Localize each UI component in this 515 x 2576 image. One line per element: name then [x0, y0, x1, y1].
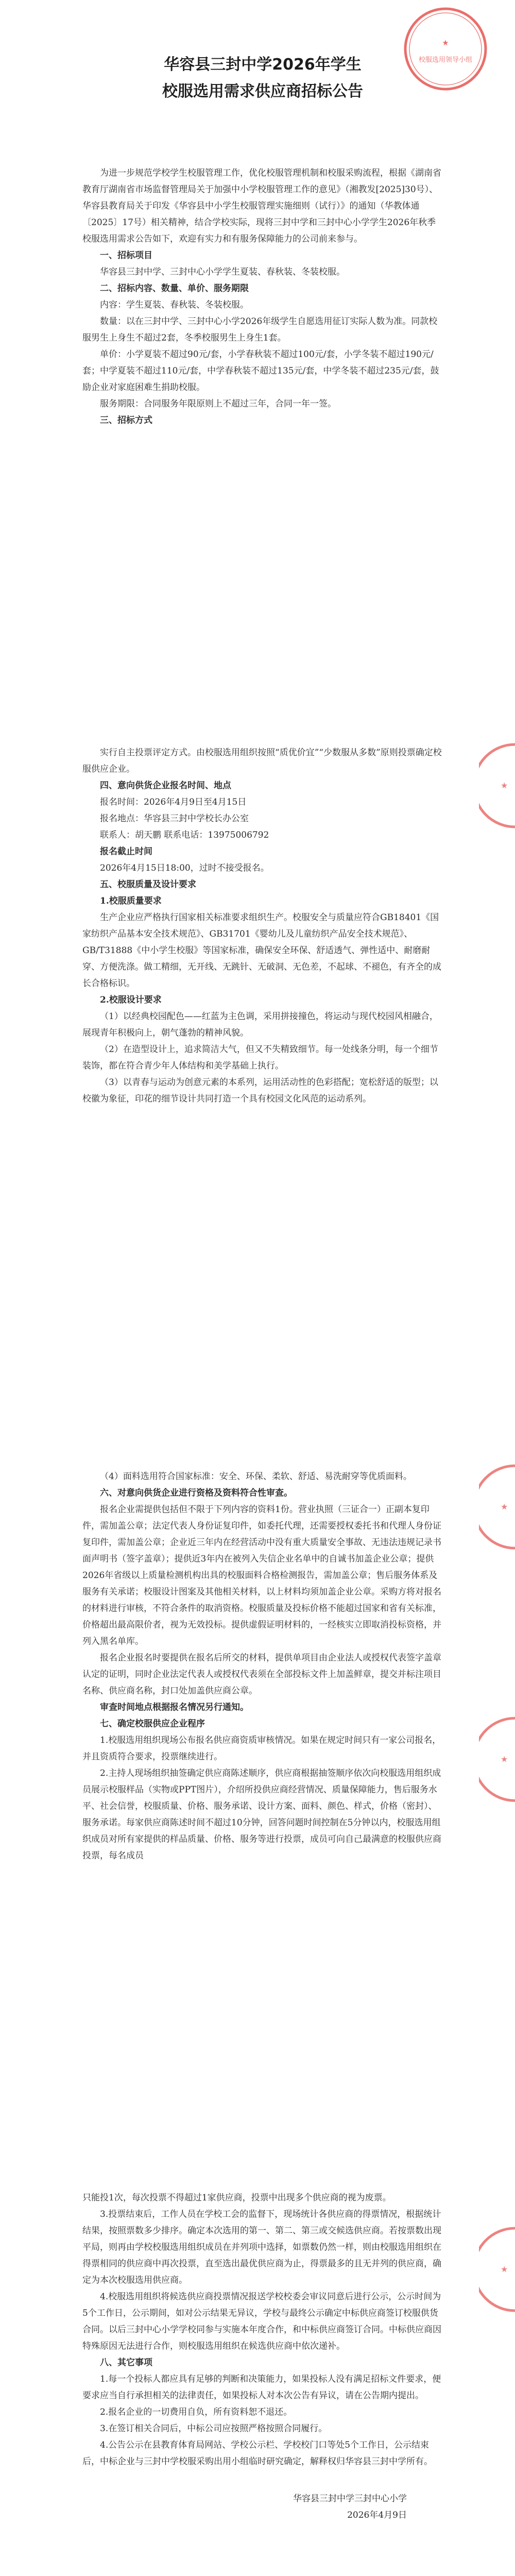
other-item-1: 1.每一个投标人都应具有足够的判断和决策能力，如果投标人没有满足招标文件要求，便要求应当自行承担相关的法律责任，如果投标人对本次公告有异议，请在公告期内提出。 [82, 2374, 441, 2401]
qualification-body: 报名企业需提供包括但不限于下列内容的资料1份。营业执照（三证合一）正副本复印件，需加盖公章；法定代表人身份证复印件，如委托代理，还需要授权委托书和代理人身份证复印件，需加盖公章；企业近三年内在经营活动中没有重大质量安全事故、无违法违规记录书面声明书（签字盖章）；提供近3年内在被列入失信企业名单中的自诚书加盖企业公章；提供2026年省级以上质量检测机构出具的校服面料合格检测报告，需加盖公章；售后服务体系及服务有关承诺；校服设计图案及其他相关材料，以上材料均须加盖企业公章。采购方将对报名的材料进行审核，不符合条件的取消资格。校服质量及投标价格不能超过国家和省有关标准，价格超出最高限价者，视为无效投标。提供虚假证明材料的，一经核实立即取消投标资格，并列入黑名单库。 [82, 1504, 441, 1647]
section-review [82, 1468, 443, 1864]
heading-procedure: 七、确定校服供应企业程序 [100, 1719, 205, 1729]
svg-text:★: ★ [501, 2264, 508, 2274]
svg-text:★: ★ [442, 38, 449, 47]
section-intro [82, 165, 443, 429]
svg-text:★: ★ [501, 781, 508, 790]
procedure-step-3: 3.投票结束后，工作人员在学校工会的监督下，现场统计各供应商的得票情况，根据统计结果，按照票数多少排序。确定本次选用的第一、第二、第三或交候选供应商。若按票数出现平局，则再由学校校服选用组织成员在并列项中选择，如票数仍然一样，则由校服选用组织在得票相同的供应商中再次投票，直至选出最优供应商为止，得票最多的且无并列的供应商，确定为本次校服选用供应商。 [82, 2209, 441, 2285]
other-item-3: 3.在签订相关合同后，中标公司应按照严格按照合同履行。 [100, 2424, 328, 2434]
design-item-3: （3）以青春与运动为创意元素的本系列，运用活动性的色彩搭配；宽松舒适的版型；以校徽为象征，印花的细节设计共同打造一个具有校园文化风范的运动系列。 [82, 1077, 438, 1104]
deadline-value: 2026年4月15日18:00，过时不接受报名。 [100, 863, 269, 873]
official-seal-right-3 [479, 1716, 515, 1803]
quality-body: 生产企业应严格执行国家相关标准要求组织生产。校服安全与质量应符合GB18401《国家纺织产品基本安全技术规范》、GB31701《婴幼儿及儿童纺织产品安全技术规范》、GB/T31888《中小学生校服》等国家标准，确保安全环保、舒适透气、弹性适中、耐磨耐穿、方便洗涤。做工精细，无开线、无跳针、无破洞、无色差，不起球、不褪色，有齐全的成长合格标识。 [82, 912, 441, 989]
procedure-step-2: 2.主持人现场组织抽签确定供应商陈述顺序，供应商根据抽签顺序依次向校服选用组织成员展示校服样品（实物或PPT图片），介绍所投供应商经营情况、质量保障能力，售后服务水平、社会信誉，校服质量、价格、服务承诺、设计方案、面料、颜色、样式，价格（密封）、服务承诺。每家供应商陈述时间不超过10分钟，回答问题时间控制在5分钟以内，校服选用组织成员对所有家提供的样品质量、价格、服务等进行投票，成员可向自己最满意的校服供应商投票，每名成员 [82, 1768, 441, 1861]
heading-registration: 四、意向供货企业报名时间、地点 [100, 781, 231, 791]
official-seal-right-2 [479, 1463, 515, 1551]
section-details [82, 744, 443, 1107]
title-line-2: 校服选用需求供应商招标公告 [162, 82, 363, 100]
signoff-date: 2026年4月9日 [347, 2510, 407, 2520]
title-line-1: 华容县三封中学2026年学生 [164, 56, 362, 74]
heading-project: 一、招标项目 [100, 250, 152, 261]
heading-content: 二、招标内容、数量、单价、服务期限 [100, 283, 249, 294]
other-item-4: 4.公告公示在县教育体育局网站、学校公示栏、学校校门口等处5个工作日，公示结束后，中标企业与三封中学校服采购出用小组临时研究确定，解释权归华容县三封中学所有。 [82, 2440, 433, 2467]
official-seal-right-4 [479, 2226, 515, 2313]
content-period: 服务期限：合同服务年限原则上不超过三年，合同一年一签。 [100, 399, 336, 409]
design-item-2: （2）在造型设计上，追求简洁大气，但又不失精致细节。每一处线条分明，每一个细节装饰，都在符合青少年人体结构和美学基础上执行。 [82, 1044, 438, 1071]
svg-text:★: ★ [501, 1754, 508, 1764]
review-notice: 审查时间地点根据报名情况另行通知。 [100, 1702, 249, 1713]
intro-paragraph: 为进一步规范学校学生校服管理工作，优化校服管理机制和校服采购流程，根据《湖南省教育厅湖南省市场监督管理局关于加强中小学校服管理工作的意见》（湘教发[2025]30号）、华容县教育局关于印发《华容县中小学生校服管理实施细则（试行）》的通知（华教体通〔2025〕17号）相关精神，结合学校实际，现将三封中学和三封中心小学学生2026年秋季校服选用需求公告如下，欢迎有实力和有服务保障能力的公司前来参与。 [82, 168, 441, 244]
contact-info: 联系人：胡天鹏 联系电话：13975006792 [100, 830, 269, 840]
procedure-step-2-cont: 只能投1次，每次投票不得超过1家供应商，投票中出现多个供应商的视为废票。 [82, 2193, 391, 2203]
method-body: 实行自主投票评定方式。由校服选用组织按照“质优价宜”“少数服从多数”原则投票确定校服供应企业。 [82, 748, 442, 774]
registration-time: 报名时间：2026年4月9日至4月15日 [100, 797, 247, 807]
svg-text:★: ★ [501, 1502, 508, 1512]
heading-quality-design: 五、校服质量及设计要求 [100, 879, 196, 890]
procedure-step-4: 4.校服选用组织将候选供应商投票情况报送学校校委会审议同意后进行公示，公示时间为5个工作日，公示期间，如对公示结果无异议，学校与最终公示确定中标供应商签订校服供货合同。以后三封中心小学学校同参与实施本年度合作，和中标供应商签订合同。中标供应商因特殊原因无法进行合作，则校服选用组织在候选供应商中依次递补。 [82, 2292, 441, 2351]
design-item-4: （4）面料选用符合国家标准：安全、环保、柔软、舒适、易洗耐穿等优质面料。 [100, 1471, 412, 1482]
qualification-note: 报名企业报名时要提供在报名后所交的材料，提供单项目由企业法人或授权代表签字盖章认定的证明，同时企业法定代表人或授权代表须在全部投标文件上加盖鲜章，提交并标注项目名称、供应商名称，封口处加盖供应商公章。 [82, 1653, 441, 1696]
design-item-1: （1）以经典校园配色——红蓝为主色调，采用拼接撞色，将运动与现代校园风相融合，展现青年积极向上，朝气蓬勃的精神风貌。 [82, 1011, 438, 1038]
subheading-quality: 1.校服质量要求 [100, 896, 162, 906]
deadline-label: 报名截止时间 [100, 846, 152, 857]
heading-method: 三、招标方式 [100, 415, 152, 426]
page-title [82, 52, 443, 105]
content-items: 内容：学生夏装、春秋装、冬装校服。 [100, 300, 249, 310]
svg-text:校服选用领导小组: 校服选用领导小组 [418, 56, 473, 64]
official-seal-right-1 [479, 742, 515, 829]
section-other [82, 2190, 443, 2523]
procedure-step-1: 1.校服选用组织现场公布报名供应商资质审核情况。如果在规定时间只有一家公司报名，并且资质符合要求，投票继续进行。 [82, 1735, 441, 1762]
signoff-name: 华容县三封中学三封中心小学 [293, 2494, 407, 2504]
project-body: 华容县三封中学、三封中心小学学生夏装、春秋装、冬装校服。 [100, 267, 345, 277]
heading-qualification: 六、对意向供货企业进行资格及资料符合性审查。 [100, 1488, 293, 1498]
other-item-2: 2.报名企业的一切费用自负，所有资料恕不退还。 [100, 2407, 293, 2417]
registration-place: 报名地点：华容县三封中学校长办公室 [100, 814, 249, 824]
heading-other: 八、其它事项 [100, 2358, 152, 2368]
content-price: 单价：小学夏装不超过90元/套，小学春秋装不超过100元/套，小学冬装不超过190元/套；中学夏装不超过110元/套，中学春秋装不超过135元/套，中学冬装不超过235元/套，鼓励企业对家庭困难生捐助校服。 [82, 349, 439, 393]
content-quantity: 数量：以在三封中学、三封中心小学2026年级学生自愿选用征订实际人数为准。同款校服男生上身生不超过2套，冬季校服男生上身生1套。 [82, 316, 438, 343]
subheading-design: 2.校服设计要求 [100, 995, 162, 1005]
